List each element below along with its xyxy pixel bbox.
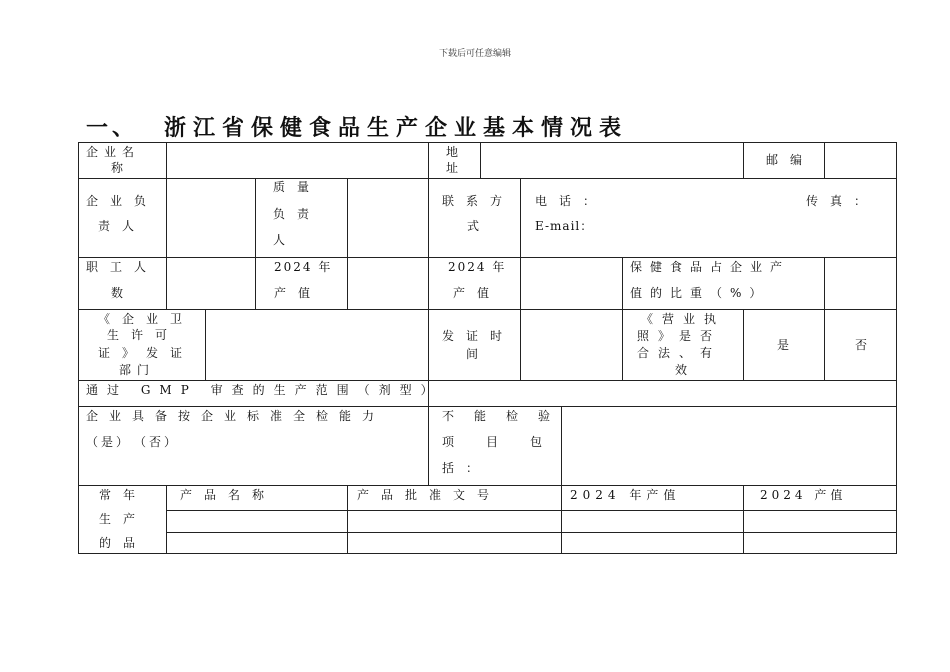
label-gmp-scope: 通过 GMP 审查的生产范围（剂型） [86, 383, 442, 397]
label-inspection-options: （是） （否） [86, 435, 180, 449]
label-yes: 是 [777, 338, 796, 352]
col-product-name: 产品名称 [180, 488, 277, 502]
label-leader-2: 责人 [98, 219, 147, 233]
label-permit-3: 证》发证 [98, 346, 195, 360]
label-ratio: 保健食品占企业产 [630, 260, 791, 274]
label-regular: 常年 [99, 488, 148, 502]
label-permit: 《企业卫 [98, 312, 195, 326]
label-issue-time-2: 间 [466, 347, 485, 361]
col-output-a: 2024 年产值 [570, 488, 681, 502]
label-license-3: 合法、有 [637, 346, 722, 360]
label-license-2: 照》是否 [637, 329, 722, 343]
label-quality: 质量 [273, 180, 322, 194]
label-leader: 企业负 [86, 194, 159, 208]
label-inspection: 企业具备按企业标准全检能力 [86, 409, 386, 423]
label-staff-2: 数 [111, 286, 130, 300]
col-approval-number: 产品批准文号 [357, 488, 502, 502]
label-address: 地 [446, 145, 465, 159]
label-license-4: 效 [675, 363, 694, 377]
label-output-a-2: 产值 [274, 286, 323, 300]
label-ratio-2: 值的比重（%） [630, 286, 770, 300]
label-cannot-inspect-3: 括： [442, 461, 491, 475]
label-quality-2: 负责 [273, 207, 322, 221]
label-staff: 职工人 [86, 260, 159, 274]
col-output-b: 2024 产值 [760, 488, 847, 502]
label-output-a: 2024 年 [274, 260, 333, 274]
label-contact-2: 式 [467, 219, 486, 233]
header-note: 下载后可任意编辑 [438, 49, 511, 59]
label-contact: 联系方 [442, 194, 515, 208]
label-phone: 电话： [535, 194, 608, 208]
label-regular-3: 的品 [99, 536, 148, 550]
label-regular-2: 生产 [99, 512, 148, 526]
label-email: E-mail： [535, 219, 594, 233]
label-quality-3: 人 [273, 233, 292, 247]
title-text: 浙江省保健食品生产企业基本情况表 [164, 116, 629, 141]
label-postcode: 邮编 [766, 153, 815, 167]
label-license: 《营业执 [641, 312, 726, 326]
label-company-name: 企业名 [86, 145, 141, 159]
label-issue-time: 发证时 [442, 329, 515, 343]
label-cannot-inspect: 不能检验 [442, 409, 571, 423]
title-number: 一、 [86, 116, 139, 141]
label-output-b-2: 产值 [453, 286, 502, 300]
label-cannot-inspect-2: 项 目 包 [442, 435, 553, 449]
label-no: 否 [855, 338, 874, 352]
label-permit-2: 生许可 [107, 328, 180, 342]
label-output-b: 2024 年 [448, 260, 507, 274]
label-fax: 传真： [806, 194, 879, 208]
label-permit-4: 部门 [119, 363, 156, 377]
label-company-name-2: 称 [111, 161, 130, 175]
label-address-2: 址 [446, 161, 465, 175]
